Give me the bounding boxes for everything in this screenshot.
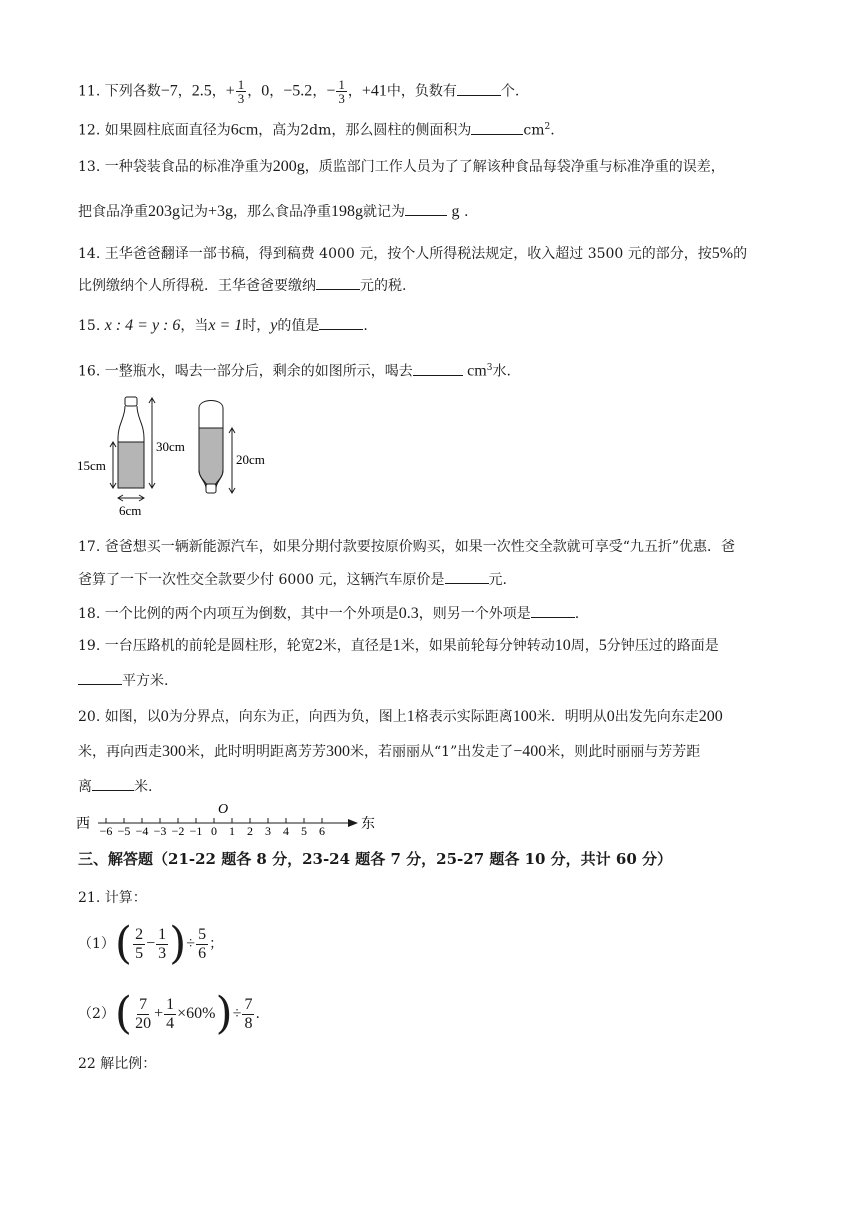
question-21-part2: （2） ( $\frac{7}{20}$ + $\frac{1}{4}$ ×60% ) ÷ $\frac{7}{8}$ . [78,988,260,1039]
number-line-tick-label: 0 [211,824,217,836]
number-line [76,796,376,836]
answer-blank[interactable] [92,776,134,791]
question-14-line1: 14. 王华爸爸翻译一部书稿，得到稿费 4000 元，按个人所得税法规定，收入超过 3500 元的部分，按5%的 [78,245,748,262]
number-line-tick-label: 1 [229,824,235,836]
origin-label: O [218,802,229,817]
number-line-tick-label: 2 [247,824,253,836]
question-16: 16. 一整瓶水，喝去一部分后，剩余的如图所示，喝去 $cm^3$水. [78,362,511,380]
question-18: 18. 一个比例的两个内项互为倒数，其中一个外项是0.3，则另一个外项是 . [78,605,580,622]
question-21-part1: （1） ( $\frac{2}{5}$ − $\frac{1}{3}$ ) ÷ $\frac{5}{6}$ ； [78,918,224,969]
number-line-tick-label: −4 [135,824,149,836]
label-20cm: 20cm [236,452,265,467]
question-21-title: 21. 计算： [78,890,147,906]
question-11: 11. 下列各数−7，2.5，+ $\frac{1}{3}$ ，0，−5.2，− $\frac{1}{3}$ ，+41中，负数有 个. [78,77,520,106]
question-17-line1: 17. 爸爸想买一辆新能源汽车，如果分期付款要按原价购买，如果一次性交全款就可享受“九五折”优惠．爸 [78,539,736,555]
number-line-tick-label: −6 [99,824,113,836]
answer-blank[interactable] [471,120,523,135]
question-15: 15. x : 4 = y : 6，当x = 1时，y的值是 . [78,317,368,334]
number-line-tick-label: −5 [117,824,131,836]
question-22-title: 22 解比例： [78,1056,157,1072]
answer-blank[interactable] [531,603,575,618]
answer-blank[interactable] [316,275,360,290]
question-13-line1: 13. 一种袋装食品的标准净重为200g，质监部门工作人员为了了解该种食品每袋净重与标准净重的误差， [78,158,725,175]
question-20-line1: 20. 如图，以0为分界点，向东为正，向西为负，图上1格表示实际距离100米．明明从0出发先向东走200 [78,708,723,725]
bottle-figure [76,394,286,522]
label-15cm: 15cm [77,458,106,473]
question-17-line2: 爸算了一下一次性交全款要少付 6000 元，这辆汽车原价是 元. [78,569,507,590]
answer-blank[interactable] [319,315,363,330]
question-13-line2: 把食品净重203g记为+3g，那么食品净重198g就记为 g . [78,203,469,220]
answer-blank[interactable] [457,81,501,96]
section-3-heading: 三、解答题（21-22 题各 8 分，23-24 题各 7 分，25-27 题各 10 分，共计 60 分） [78,850,672,868]
answer-blank[interactable] [445,569,489,584]
label-6cm: 6cm [119,503,142,518]
number-line-tick-label: −3 [153,824,167,836]
number-line-tick-label: −2 [171,824,185,836]
question-20-line3: 离 米. [78,776,152,797]
label-30cm: 30cm [156,439,185,454]
question-14-line2: 比例缴纳个人所得税．王华爸爸要缴纳 元的税. [78,275,406,296]
question-19-line2: 平方米. [78,670,168,691]
question-19-line1: 19. 一台压路机的前轮是圆柱形，轮宽2米，直径是1米，如果前轮每分钟转动10周，5分钟压过的路面是 [78,637,719,654]
answer-blank[interactable] [405,201,447,216]
west-label: 西 [76,817,90,832]
answer-blank[interactable] [413,361,463,376]
answer-blank[interactable] [78,670,122,685]
question-20-line2: 米，再向西走300米，此时明明距离芳芳300米，若丽丽从“1”出发走了−400米，则此时丽丽与芳芳距 [78,743,701,760]
number-line-tick-label: 5 [301,824,307,836]
number-line-tick-label: −1 [189,824,203,836]
number-line-tick-label: 4 [283,824,289,836]
question-12: 12. 如果圆柱底面直径为6cm，高为2dm，那么圆柱的侧面积为 $cm^2$. [78,121,555,139]
east-label: 东 [361,817,375,832]
number-line-tick-label: 6 [319,824,325,836]
number-line-tick-label: 3 [265,824,271,836]
